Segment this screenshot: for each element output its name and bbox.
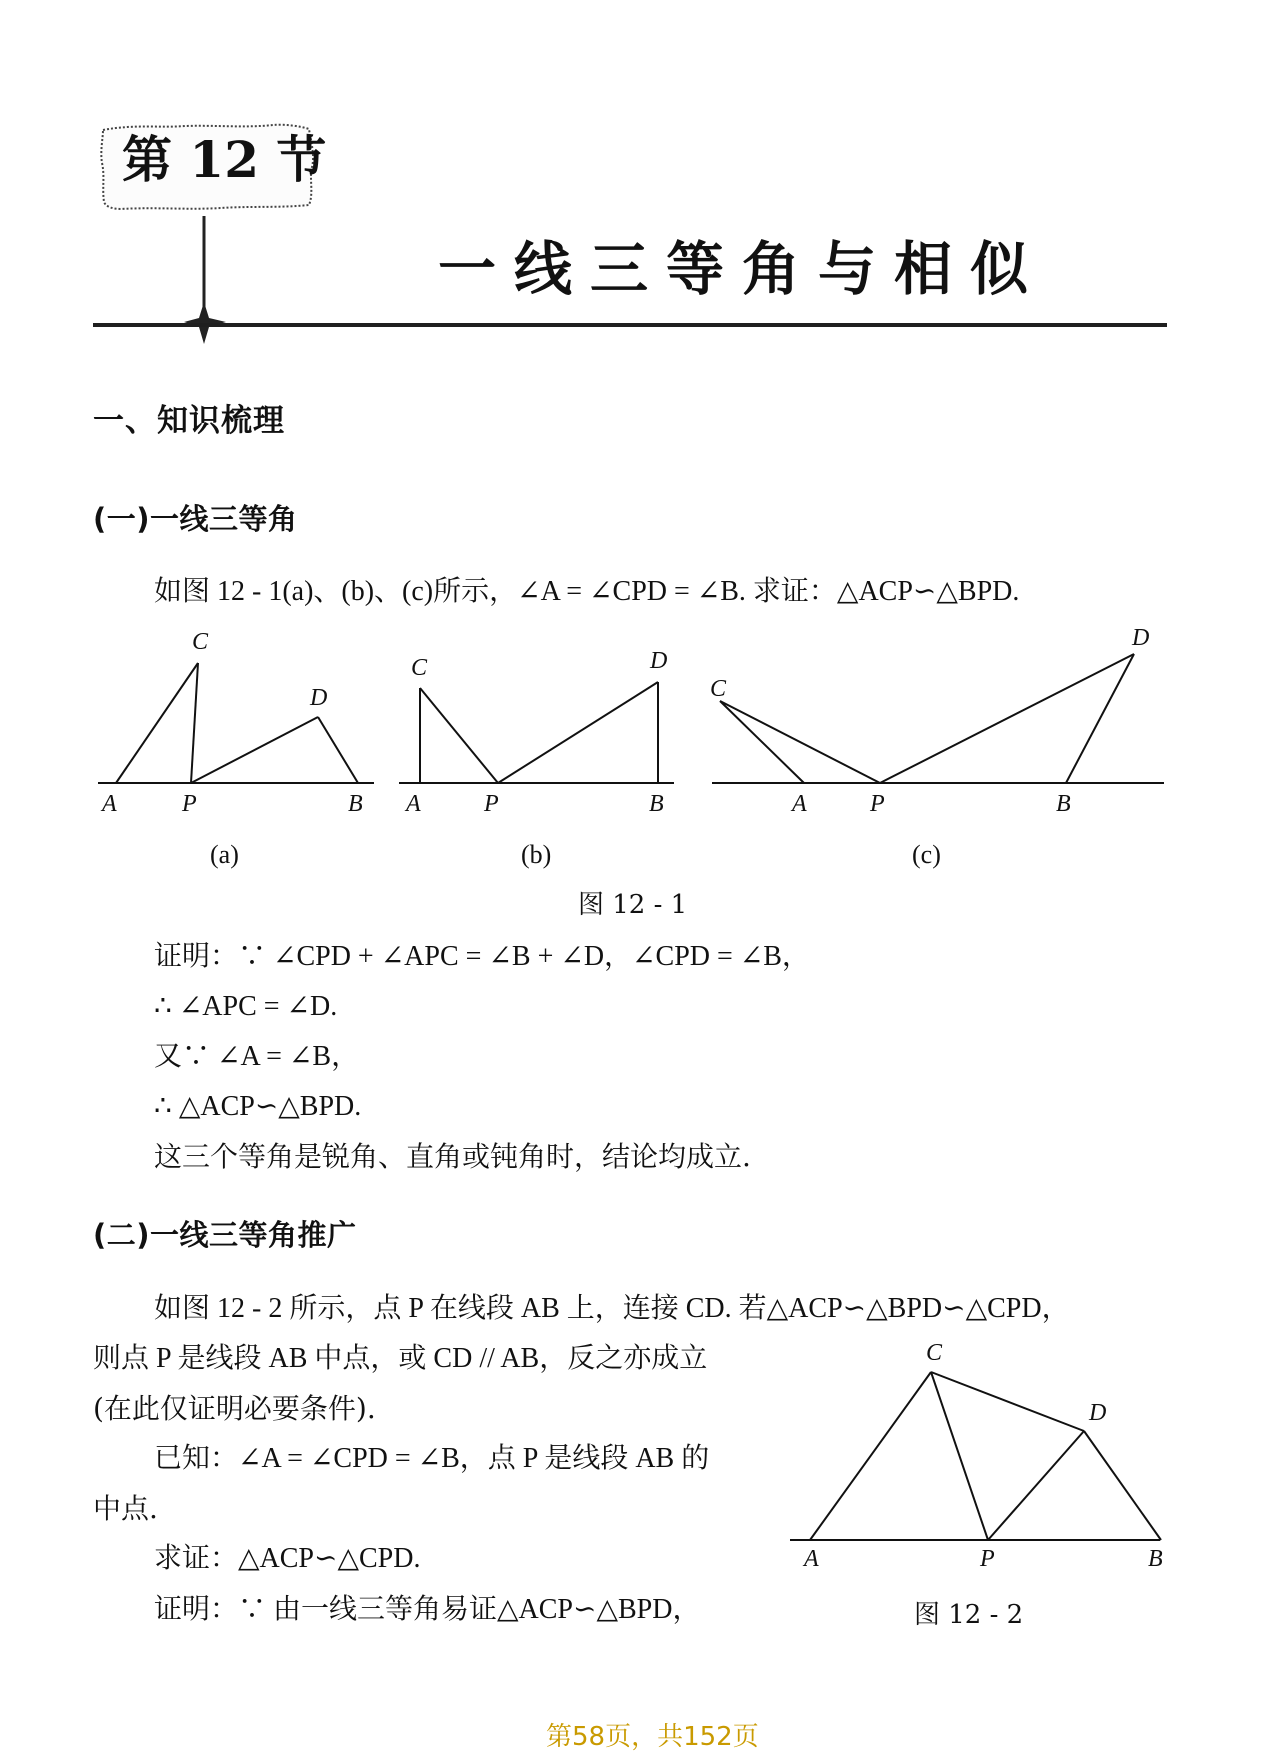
label-c-a: A (792, 791, 807, 817)
p2-line-2: 则点 P 是线段 AB 中点，或 CD // AB，反之亦成立 (93, 1343, 708, 1374)
label-c-c: C (710, 676, 727, 702)
proof1-line-1: 证明：∵ ∠CPD + ∠APC = ∠B + ∠D，∠CPD = ∠B， (154, 941, 810, 972)
figure-12-1-subcaption-a: (a) (210, 840, 239, 869)
figure-12-1 (94, 625, 1174, 835)
p2-line-4: 已知：∠A = ∠CPD = ∠B，点 P 是线段 AB 的 (154, 1443, 710, 1474)
label-fig2-d: D (1089, 1400, 1107, 1426)
label-c-b: B (1056, 791, 1071, 817)
label-b-b: B (649, 791, 664, 817)
page-footer: 第58页，共152页 (546, 1722, 759, 1752)
proof1-line-2: ∴ ∠APC = ∠D. (154, 991, 338, 1022)
section-badge-text: 第 12 节 (122, 130, 327, 189)
p2-line-6: 求证：△ACP∽△CPD. (154, 1543, 421, 1574)
label-a-d: D (310, 685, 328, 711)
figure-12-1-caption: 图 12 - 1 (578, 890, 688, 920)
subsection-heading-1: (一)一线三等角 (93, 502, 298, 536)
figure-12-1-subcaption-b: (b) (521, 840, 552, 869)
label-fig2-b: B (1148, 1546, 1163, 1572)
label-a-p: P (182, 791, 197, 817)
label-a-a: A (102, 791, 117, 817)
section-heading-1: 一、知识梳理 (93, 403, 285, 439)
p2-line-7: 证明：∵ 由一线三等角易证△ACP∽△BPD， (154, 1594, 701, 1625)
theorem-statement: 如图 12 - 1(a)、(b)、(c)所示，∠A = ∠CPD = ∠B. 求证：△ACP∽△BPD. (154, 576, 1020, 607)
label-a-b: B (348, 791, 363, 817)
label-c-d: D (1132, 625, 1150, 651)
p2-line-5: 中点. (93, 1492, 158, 1525)
label-b-p: P (484, 791, 499, 817)
figure-12-1-a (98, 629, 374, 817)
figure-12-2-caption: 图 12 - 2 (914, 1600, 1024, 1630)
figure-12-2 (790, 1338, 1190, 1578)
figure-12-1-c (710, 625, 1164, 817)
proof1-line-5: 这三个等角是锐角、直角或钝角时，结论均成立. (154, 1140, 751, 1173)
proof1-line-4: ∴ △ACP∽△BPD. (154, 1091, 362, 1122)
label-fig2-c: C (926, 1340, 943, 1366)
p2-line-3: (在此仅证明必要条件). (93, 1392, 376, 1425)
figure-12-1-subcaption-c: (c) (912, 840, 941, 869)
label-a-c: C (192, 629, 209, 655)
chapter-title: 一线三等角与相似 (438, 235, 1047, 303)
proof1-line-3: 又∵ ∠A = ∠B， (154, 1041, 360, 1072)
label-fig2-p: P (980, 1546, 995, 1572)
title-rule (93, 323, 1167, 327)
subsection-heading-2: (二)一线三等角推广 (93, 1218, 357, 1252)
label-b-d: D (650, 648, 668, 674)
label-c-p: P (870, 791, 885, 817)
p2-line-1: 如图 12 - 2 所示，点 P 在线段 AB 上，连接 CD. 若△ACP∽△BPD∽△CPD， (154, 1293, 1070, 1324)
label-fig2-a: A (804, 1546, 819, 1572)
label-b-c: C (411, 655, 428, 681)
figure-12-1-b (399, 648, 674, 817)
label-b-a: A (406, 791, 421, 817)
